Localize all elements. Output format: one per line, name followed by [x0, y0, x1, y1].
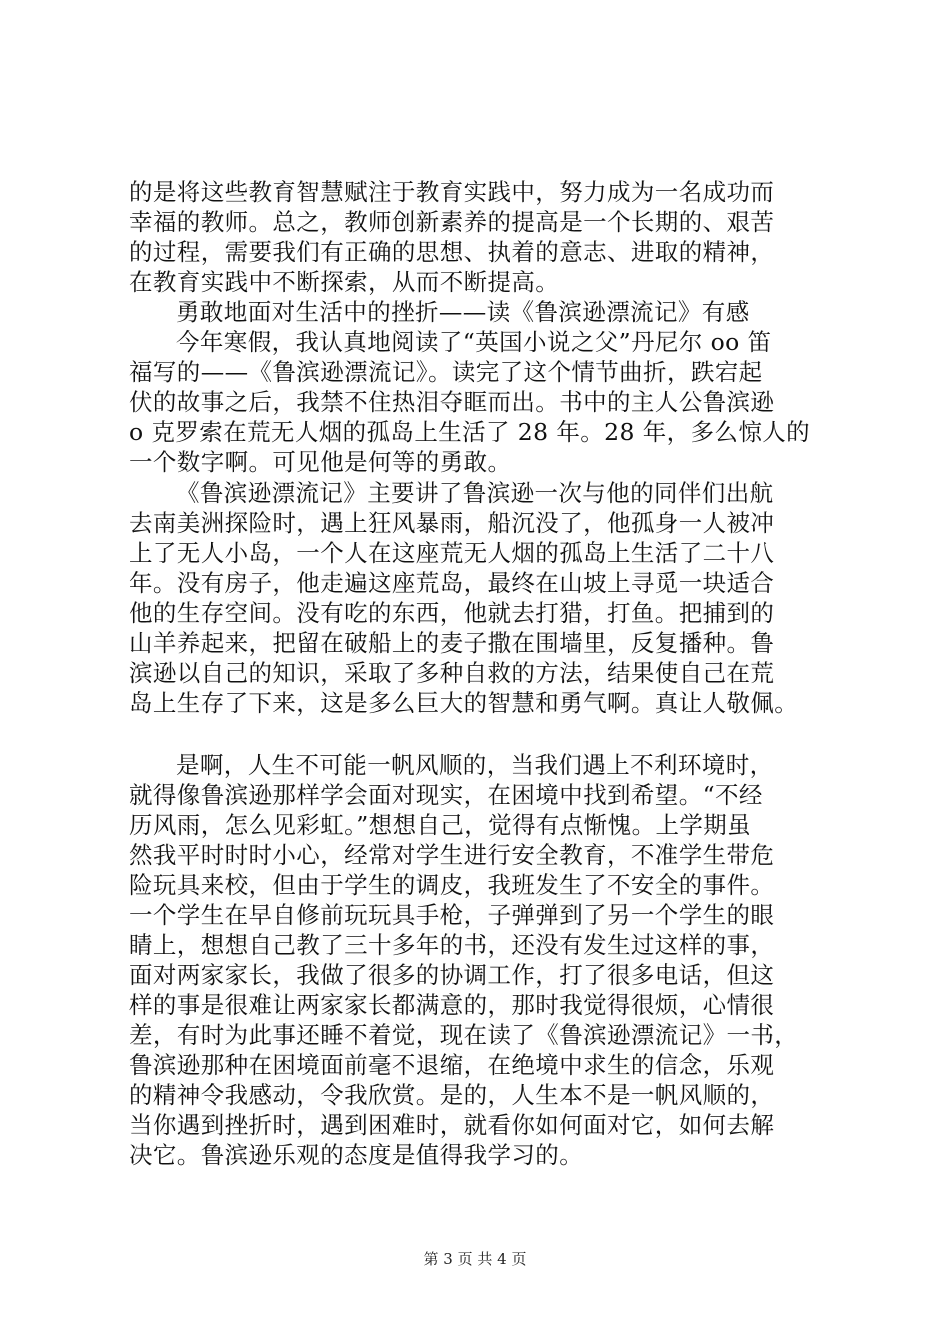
text-line: 上了无人小岛，一个人在这座荒无人烟的孤岛上生活了二十八 [129, 539, 775, 567]
text-line: 样的事是很难让两家家长都满意的，那时我觉得很烦，心情很 [129, 991, 775, 1019]
text-line: 的是将这些教育智慧赋注于教育实践中，努力成为一名成功而 [129, 178, 775, 206]
text-line: 当你遇到挫折时，遇到困难时，就看你如何面对它，如何去解 [129, 1111, 775, 1139]
text-line: 伏的故事之后，我禁不住热泪夺眶而出。书中的主人公鲁滨逊 [129, 388, 775, 416]
text-line: 的过程，需要我们有正确的思想、执着的意志、进取的精神， [129, 238, 775, 266]
paragraph [129, 478, 829, 718]
text-line: 滨逊以自己的知识，采取了多种自救的方法，结果使自己在荒 [129, 659, 775, 687]
text-line: 在教育实践中不断探索，从而不断提高。 [129, 268, 560, 296]
text-line: 就得像鲁滨逊那样学会面对现实，在困境中找到希望。“不经 [129, 781, 763, 809]
essay-title [129, 297, 829, 327]
text-line: 幸福的教师。总之，教师创新素养的提高是一个长期的、艰苦 [129, 208, 775, 236]
text-line: 一个数字啊。可见他是何等的勇敢。 [129, 448, 512, 476]
text-line: 山羊养起来，把留在破船上的麦子撒在围墙里，反复播种。鲁 [129, 629, 775, 657]
text-line: 去南美洲探险时，遇上狂风暴雨，船沉没了，他孤身一人被冲 [129, 509, 775, 537]
text-line: 岛上生存了下来，这是多么巨大的智慧和勇气啊。真让人敬佩。 [129, 689, 799, 717]
paragraph [129, 750, 829, 1170]
text-line: 今年寒假，我认真地阅读了“英国小说之父”丹尼尔 oo 笛 [176, 328, 772, 356]
text-line: 然我平时时时小心，经常对学生进行安全教育，不准学生带危 [129, 841, 775, 869]
text-line: 年。没有房子，他走遍这座荒岛，最终在山坡上寻觅一块适合 [129, 569, 775, 597]
text-line: 鲁滨逊那种在困境面前毫不退缩，在绝境中求生的信念，乐观 [129, 1051, 775, 1079]
text-line: 险玩具来校，但由于学生的调皮，我班发生了不安全的事件。 [129, 871, 775, 899]
text-line: 他的生存空间。没有吃的东西，他就去打猎，打鱼。把捕到的 [129, 599, 775, 627]
essay-title-text: 勇敢地面对生活中的挫折——读《鲁滨逊漂流记》有感 [176, 298, 750, 326]
text-line: 差，有时为此事还睡不着觉，现在读了《鲁滨逊漂流记》一书， [129, 1021, 799, 1049]
text-line: 决它。鲁滨逊乐观的态度是值得我学习的。 [129, 1141, 584, 1169]
text-line: 是啊，人生不可能一帆风顺的，当我们遇上不利环境时， [176, 751, 774, 779]
text-line: 历风雨，怎么见彩虹。”想想自己，觉得有点惭愧。上学期虽 [129, 811, 752, 839]
text-line: 睛上，想想自己教了三十多年的书，还没有发生过这样的事， [129, 931, 775, 959]
page-number: 第 3 页 共 4 页 [423, 1250, 527, 1268]
text-line: 福写的——《鲁滨逊漂流记》。读完了这个情节曲折，跌宕起 [129, 358, 763, 386]
text-line: 《鲁滨逊漂流记》主要讲了鲁滨逊一次与他的同伴们出航 [176, 479, 774, 507]
paragraph-continuation [129, 177, 829, 297]
text-line: 的精神令我感动，令我欣赏。是的，人生本不是一帆风顺的， [129, 1081, 775, 1109]
text-line: o 克罗索在荒无人烟的孤岛上生活了 28 年。28 年，多么惊人的 [129, 418, 811, 446]
text-line: 面对两家家长，我做了很多的协调工作，打了很多电话，但这 [129, 961, 775, 989]
text-line: 一个学生在早自修前玩玩具手枪，子弹弹到了另一个学生的眼 [129, 901, 775, 929]
paragraph [129, 327, 829, 477]
